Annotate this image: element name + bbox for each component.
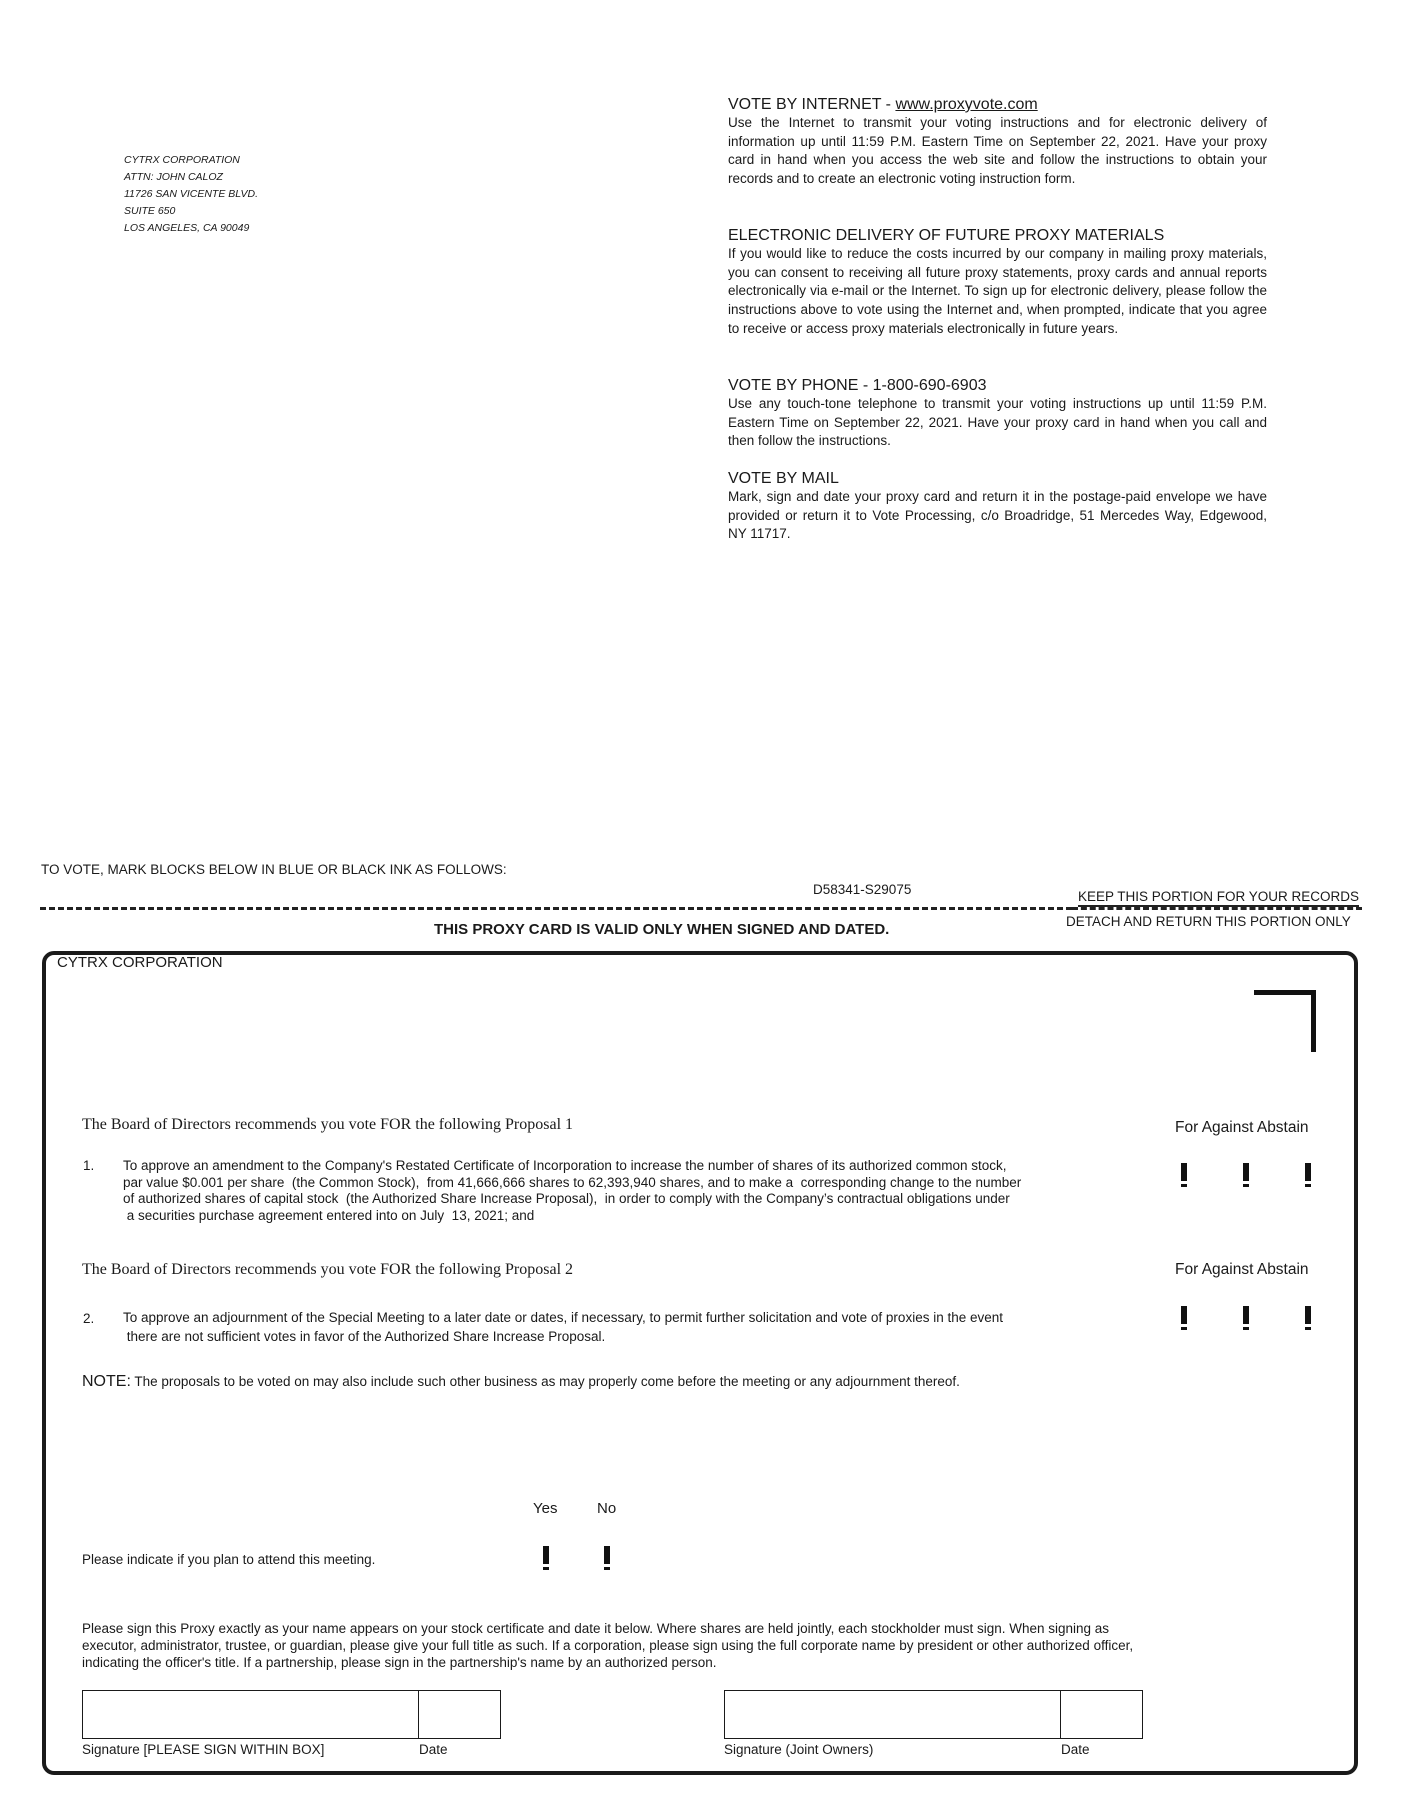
vote-options-header: For Against Abstain (1175, 1261, 1309, 1278)
joint-date-box[interactable] (1061, 1690, 1143, 1739)
electronic-delivery-section (728, 226, 1267, 339)
address-line: CYTRX CORPORATION (124, 154, 240, 166)
address-line: ATTN: JOHN CALOZ (124, 171, 223, 183)
proposal2-against-checkbox[interactable] (1243, 1306, 1249, 1324)
note-text: The proposals to be voted on may also include such other business as may properly come before the meeting or any adjournment thereof. (130, 1374, 960, 1389)
address-line: SUITE 650 (124, 205, 176, 217)
proposal2-for-checkbox[interactable] (1181, 1306, 1187, 1324)
vote-mail-title: VOTE BY MAIL (728, 470, 839, 487)
proposal1-line: of authorized shares of capital stock (the Authorized Share Increase Proposal), in order to comply with the Company’s contractual obligations under (123, 1191, 1010, 1207)
sender-address (124, 152, 258, 237)
attend-yes-label: Yes (533, 1500, 558, 1517)
proposal1-against-checkbox[interactable] (1243, 1163, 1249, 1181)
valid-notice: THIS PROXY CARD IS VALID ONLY WHEN SIGNED AND DATED. (434, 921, 890, 938)
attend-question: Please indicate if you plan to attend this meeting. (82, 1552, 376, 1567)
vote-phone-section (728, 376, 1267, 451)
vote-internet-body: Use the Internet to transmit your voting instructions and for electronic delivery of information up until 11:59 P.M. Eastern Time on September 22, 2021. Have your proxy card in hand when you access the web site and follow the instructions to obtain your records and to create an electronic voting instruction form. (728, 115, 1267, 187)
detach-line (40, 907, 1072, 910)
registration-mark (1254, 990, 1316, 1052)
proposal1-for-checkbox[interactable] (1181, 1163, 1187, 1181)
address-line: 11726 SAN VICENTE BLVD. (124, 188, 259, 200)
attend-no-label: No (597, 1500, 617, 1517)
proposal1-line: par value $0.001 per share (the Common Stock), from 41,666,666 shares to 62,393,940 shares, and to make a corresponding change to the number (123, 1174, 1022, 1190)
vote-phone-body: Use any touch-tone telephone to transmit your voting instructions up until 11:59 P.M. Eastern Time on September 22, 2021. Have your proxy card in hand when you call and then follow the instructions. (728, 396, 1267, 449)
note (82, 1373, 960, 1391)
vote-internet-title (728, 95, 1267, 114)
signing-instructions: Please sign this Proxy exactly as your name appears on your stock certificate and date it below. Where shares are held jointly, each stockholder must sign. When signing as executor, administrator, trustee, or guardian, please give your full title as such. If a corporation, please sign using the full corporate name by president or other authorized officer, indicating the officer's title. If a partnership, please sign in the partnership's name by an authorized person. (82, 1621, 1134, 1670)
proposal1-line: a securities purchase agreement entered into on July 13, 2021; and (123, 1207, 535, 1223)
proposal2-line: there are not sufficient votes in favor of the Authorized Share Increase Proposal. (123, 1329, 606, 1344)
electronic-delivery-title: ELECTRONIC DELIVERY OF FUTURE PROXY MATERIALS (728, 227, 1165, 244)
proposal2-line: To approve an adjournment of the Special Meeting to a later date or dates, if necessary, to permit further solicitation and vote of proxies in the event (123, 1310, 1003, 1325)
joint-date-label: Date (1061, 1742, 1090, 1757)
signature-date-label: Date (419, 1742, 448, 1757)
vote-internet-section (728, 95, 1267, 189)
note-label: NOTE: (82, 1373, 131, 1390)
proposal2-text (123, 1308, 1173, 1346)
electronic-delivery-body: If you would like to reduce the costs incurred by our company in mailing proxy materials, you can consent to receiving all future proxy statements, proxy cards and annual reports electronically via e-mail or the Internet. To sign up for electronic delivery, please follow the instructions above to vote using the Internet and, when prompted, indicate that you agree to receive or access proxy materials electronically in future years. (728, 246, 1267, 336)
attend-yes-checkbox[interactable] (543, 1546, 549, 1564)
control-code: D58341-S29075 (813, 882, 912, 897)
proposal2-heading: The Board of Directors recommends you vote FOR the following Proposal 2 (82, 1261, 574, 1278)
proposal2-abstain-checkbox[interactable] (1305, 1306, 1311, 1324)
vote-mail-section (728, 469, 1267, 544)
detach-portion-text: DETACH AND RETURN THIS PORTION ONLY (1066, 914, 1351, 929)
address-line: LOS ANGELES, CA 90049 (124, 222, 250, 234)
proxyvote-link[interactable]: www.proxyvote.com (895, 96, 1038, 113)
vote-mail-body: Mark, sign and date your proxy card and return it in the postage-paid envelope we have provided or return it to Vote Processing, c/o Broadridge, 51 Mercedes Way, Edgewood, NY 11717. (728, 489, 1267, 542)
signature-box[interactable] (82, 1690, 419, 1739)
vote-internet-prefix: VOTE BY INTERNET - (728, 96, 896, 113)
proposal1-abstain-checkbox[interactable] (1305, 1163, 1311, 1181)
vote-options-header: For Against Abstain (1175, 1119, 1309, 1136)
detach-line-right (1072, 907, 1362, 910)
proposal1-heading: The Board of Directors recommends you vote FOR the following Proposal 1 (82, 1116, 574, 1133)
signature-label: Signature [PLEASE SIGN WITHIN BOX] (82, 1742, 325, 1757)
proposal1-text (123, 1158, 1173, 1224)
proposal1-line: To approve an amendment to the Company's Restated Certificate of Incorporation to increase the number of shares of its authorized common stock, (123, 1158, 1007, 1173)
vote-phone-title: VOTE BY PHONE - 1-800-690-6903 (728, 377, 987, 394)
proposal1-number: 1. (83, 1158, 95, 1173)
card-company-name: CYTRX CORPORATION (57, 954, 223, 971)
signature-date-box[interactable] (419, 1690, 501, 1739)
keep-portion-text: KEEP THIS PORTION FOR YOUR RECORDS (1078, 889, 1359, 907)
attend-no-checkbox[interactable] (604, 1546, 610, 1564)
joint-signature-box[interactable] (724, 1690, 1061, 1739)
mark-instruction: TO VOTE, MARK BLOCKS BELOW IN BLUE OR BLACK INK AS FOLLOWS: (41, 862, 507, 877)
proposal2-number: 2. (83, 1311, 95, 1326)
joint-signature-label: Signature (Joint Owners) (724, 1742, 874, 1757)
